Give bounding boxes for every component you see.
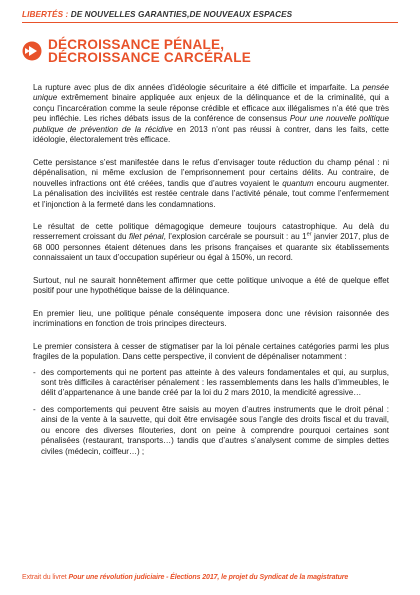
footer-source-title: Pour une révolution judiciaire - Élections 2017, le projet du Syndicat de la magistrature (68, 574, 349, 581)
paragraph-1: La rupture avec plus de dix années d’idéologie sécuritaire a été difficile et imparfaite. La pensée unique extrêmement binaire appliquée aux enjeux de la délinquance et de la criminalité, qui a conçu l’incarcération comme la seule réponse crédible et efficace aux illégalismes n’a été que très peu infléchie. Les riches débats issus de la conférence de consensus Pour une nouvelle politique publique de prévention de la récidive en 2013 n’ont pas réussi à contrer, dans les faits, cette idéologie, électoralement très efficace. (33, 83, 389, 145)
article-title (48, 38, 251, 64)
paragraph-4: Surtout, nul ne saurait honnêtement affirmer que cette politique univoque a été de quelque effet positif pour une hypothétique baisse de la délinquance. (33, 275, 389, 296)
list-item: - des comportements qui peuvent être saisis au moyen d’autres instruments que le droit pénal : ainsi de la vente à la sauvette, qui doit être envisagée sous l’angle des droits fiscal et du travail, ou encore des diverses filouteries, dont on peine à comprendre pourquoi certaines sont pénalisées (restaurant, transports…) tandis que d’autres s’analysent comme de simples dettes civiles (médecin, coiffeur…) ; (33, 405, 389, 457)
title-line-2: DÉCROISSANCE CARCÉRALE (48, 50, 252, 65)
section-header (22, 10, 398, 23)
title-line-1: DÉCROISSANCE PÉNALE, (48, 37, 225, 52)
section-tagline: DE NOUVELLES GARANTIES,DE NOUVEAUX ESPACES (70, 10, 293, 19)
section-rubric: LIBERTÉS (22, 10, 64, 19)
paragraph-2: Cette persistance s’est manifestée dans le refus d’envisager toute réduction du champ pénal : ni dépénalisation, ni même exclusion de l’emprisonnement pour certains délits. Au contraire, de nouvelles infractions ont été créées, tandis que d’autres voyaient le quantum encouru augmenter. La pénalisation des incivilités est restée centrale dans l’activité pénale, tout comme l’enfermement et l’injonction à la fermeté dans les condamnations. (33, 157, 389, 209)
paragraph-6: Le premier consistera à cesser de stigmatiser par la loi pénale certaines catégories parmi les plus fragiles de la population. Dans cette perspective, il convient de dépénaliser notamment : (33, 341, 389, 362)
header-separator: : (63, 10, 71, 19)
article-body (33, 83, 389, 463)
paragraph-5: En premier lieu, une politique pénale conséquente imposera donc une révision raisonnée des incriminations en fonction de trois principes directeurs. (33, 308, 389, 329)
article-title-block (22, 38, 251, 64)
orange-circle-arrow-icon (22, 41, 42, 61)
footer-prefix: Extrait du livret (22, 574, 69, 581)
list-item: - des comportements qui ne portent pas atteinte à des valeurs fondamentales et qui, au surplus, sont très difficiles à caractériser pénalement : les rassemblements dans les halls d’immeubles, le délit d’appartenance à une bande créé par la loi du 2 mars 2010, la mendicité agressive… (33, 368, 389, 399)
source-footer (22, 574, 398, 581)
decriminalisation-list (33, 368, 389, 458)
paragraph-3: Le résultat de cette politique démagogique demeure toujours catastrophique. Au delà du resserrement croissant du filet pénal, l’explosion carcérale se poursuit : au 1er janvier 2017, plus de 68 000 personnes étaient détenues dans les prisons françaises et quarante six établissements connaissaient un taux d’occupation supérieur ou égal à 150%, un record. (33, 221, 389, 263)
